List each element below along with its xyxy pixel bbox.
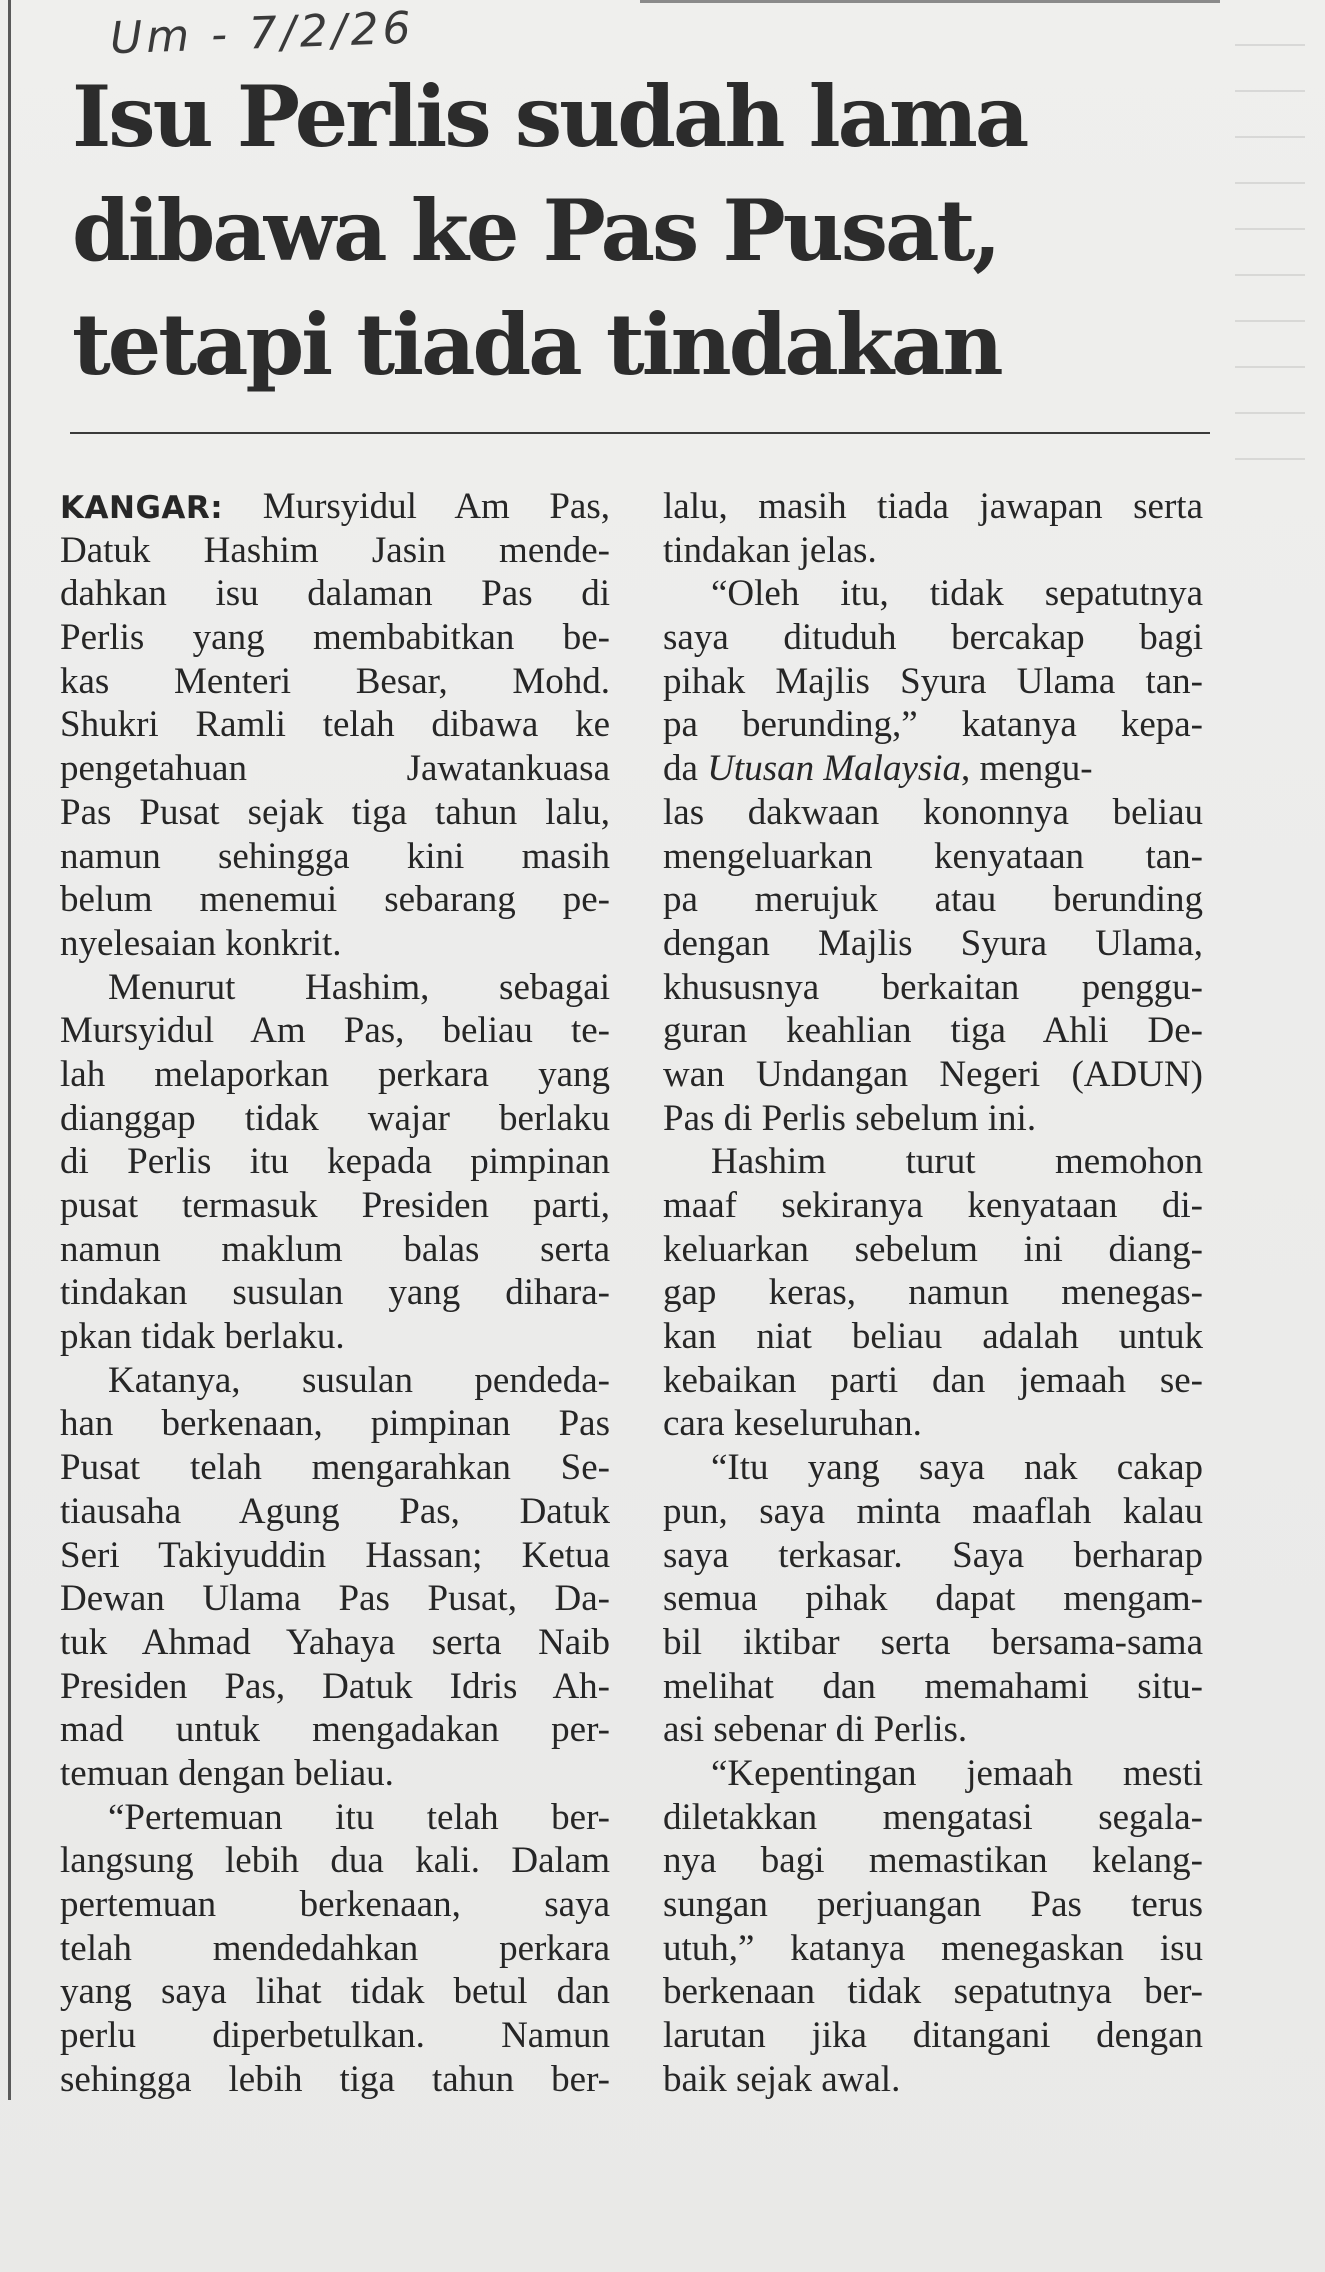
body-line: asi sebenar di Perlis. [663,1709,968,1751]
headline-line: Isu Perlis sudah lama [72,67,1027,166]
body-line: Menurut Hashim, sebagai [108,966,610,1008]
body-line: “Kepentingan jemaah mesti [711,1752,1203,1794]
body-line: Pusat telah mengarahkan Se- [60,1447,610,1489]
body-line: lah melaporkan perkara yang [60,1053,610,1095]
top-edge-rule [640,0,1220,3]
body-line: langsung lebih dua kali. Dalam [60,1840,610,1882]
body-line: pkan tidak berlaku. [60,1316,345,1358]
body-line: pengetahuan Jawatankuasa [60,748,610,790]
body-line: mad untuk mengadakan per- [60,1709,610,1751]
body-line: baik sejak awal. [663,2058,901,2100]
body-line: Pas Pusat sejak tiga tahun lalu, [60,791,610,833]
body-line: maaf sekiranya kenyataan di- [663,1185,1203,1226]
body-line: han berkenaan, pimpinan Pas [60,1403,610,1445]
body-line: “Itu yang saya nak cakap [711,1447,1203,1489]
body-line: namun sehingga kini masih [60,835,610,877]
body-line: pa merujuk atau berunding [663,879,1203,921]
body-line: Mursyidul Am Pas, beliau te- [60,1010,610,1052]
body-line: semua pihak dapat mengam- [663,1578,1203,1620]
body-line: lalu, masih tiada jawapan serta [663,486,1203,527]
body-line: Hashim turut memohon [711,1141,1203,1183]
body-line: pusat termasuk Presiden parti, [60,1185,610,1226]
body-line: Perlis yang membabitkan be- [60,617,610,659]
body-line: gap keras, namun menegas- [663,1272,1203,1314]
body-line: mengeluarkan kenyataan tan- [663,835,1203,877]
body-line: yang saya lihat tidak betul dan [60,1971,610,2013]
adjacent-column-bleed [1225,0,1325,2272]
body-line: tiausaha Agung Pas, Datuk [60,1490,610,1532]
body-line: kas Menteri Besar, Mohd. [60,660,610,702]
body-line: “Oleh itu, tidak sepatutnya [711,573,1203,615]
body-line: Datuk Hashim Jasin mende- [60,529,610,571]
body-line: tindakan susulan yang dihara- [60,1272,610,1314]
headline-line: tetapi tiada tindakan [72,295,1001,394]
body-line: tuk Ahmad Yahaya serta Naib [60,1621,610,1663]
body-line: pun, saya minta maaflah kalau [663,1490,1203,1532]
body-line: Shukri Ramli telah dibawa ke [60,704,610,746]
body-line: keluarkan sebelum ini diang- [663,1228,1203,1270]
body-line: larutan jika ditangani dengan [663,2015,1203,2057]
headline-divider [70,432,1210,434]
body-line: telah mendedahkan perkara [60,1927,610,1969]
body-line: “Pertemuan itu telah ber- [108,1796,610,1838]
body-line: Dewan Ulama Pas Pusat, Da- [60,1578,610,1620]
body-line: melihat dan memahami situ- [663,1665,1203,1707]
body-line: dahkan isu dalaman Pas di [60,573,610,615]
body-line: kan niat beliau adalah untuk [663,1316,1203,1358]
body-text: Mursyidul Am Pas, [262,486,610,527]
body-line: nya bagi memastikan kelang- [663,1840,1203,1882]
body-line: Pas di Perlis sebelum ini. [663,1097,1037,1139]
body-line: pertemuan berkenaan, saya [60,1884,610,1925]
body-line: guran keahlian tiga Ahli De- [663,1010,1203,1052]
body-line: sehingga lebih tiga tahun ber- [60,2058,610,2100]
handwritten-date-note: Um - 7/2/26 [109,2,416,65]
body-line: Katanya, susulan pendeda- [108,1359,610,1401]
dateline: KANGAR: [60,490,224,526]
body-line: temuan dengan beliau. [60,1752,394,1794]
publication-name: Utusan Malaysia [707,748,962,790]
body-line [663,747,1203,791]
body-line: utuh,” katanya menegaskan isu [663,1927,1203,1969]
body-line: pa berunding,” katanya kepa- [663,704,1203,746]
body-line: berkenaan tidak sepatutnya ber- [663,1971,1203,2013]
body-line: saya terkasar. Saya berharap [663,1534,1203,1576]
article-column-right [663,485,1203,2101]
headline-line: dibawa ke Pas Pusat, [72,181,999,280]
body-line: belum menemui sebarang pe- [60,879,610,921]
article-column-left [60,485,610,2101]
body-text: da [663,748,698,790]
body-line: kebaikan parti dan jemaah se- [663,1359,1203,1401]
body-line: cara keseluruhan. [663,1403,922,1445]
body-line: saya dituduh bercakap bagi [663,617,1203,659]
body-line: tindakan jelas. [663,529,877,571]
body-line: di Perlis itu kepada pimpinan [60,1141,610,1183]
body-line: diletakkan mengatasi segala- [663,1796,1203,1838]
body-line: dianggap tidak wajar berlaku [60,1097,610,1139]
body-line: las dakwaan kononnya beliau [663,791,1203,833]
body-line: sungan perjuangan Pas terus [663,1884,1203,1925]
body-line: khususnya berkaitan penggu- [663,966,1203,1008]
body-line: namun maklum balas serta [60,1228,610,1270]
body-line: wan Undangan Negeri (ADUN) [663,1053,1203,1095]
body-line [60,485,610,529]
left-column-rule [8,0,11,2100]
body-line: dengan Majlis Syura Ulama, [663,922,1203,964]
headline [72,60,1222,402]
body-line: bil iktibar serta bersama-sama [663,1621,1203,1663]
body-line: Presiden Pas, Datuk Idris Ah- [60,1665,610,1707]
body-line: Seri Takiyuddin Hassan; Ketua [60,1534,610,1576]
body-line: pihak Majlis Syura Ulama tan- [663,660,1203,702]
body-line: nyelesaian konkrit. [60,922,342,964]
body-text: , mengu- [961,748,1093,790]
body-line: perlu diperbetulkan. Namun [60,2015,610,2057]
